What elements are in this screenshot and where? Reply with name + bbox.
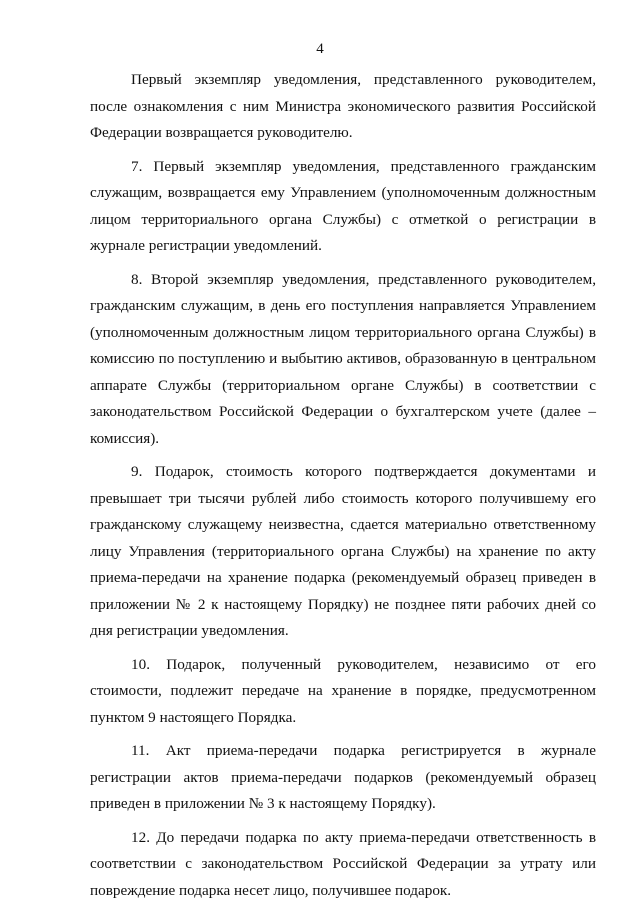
paragraph-12: 12. До передачи подарка по акту приема-передачи ответственность в соответствии с законодательством Российской Федерации за утрату или повреждение подарка несет лицо, получившее подарок. <box>90 828 596 899</box>
paragraph-11: 11. Акт приема-передачи подарка регистрируется в журнале регистрации актов приема-передачи подарков (рекомендуемый образец приведен в приложении № 3 к настоящему Порядку). <box>90 742 596 812</box>
paragraph-10: 10. Подарок, полученный руководителем, независимо от его стоимости, подлежит передаче на хранение в порядке, предусмотренном пунктом 9 настоящего Порядка. <box>90 655 596 726</box>
page-number: 4 <box>316 41 324 57</box>
paragraph-intro: Первый экземпляр уведомления, представленного руководителем, после ознакомления с ним Министра экономического развития Российской Федерации возвращается руководителю. <box>90 71 596 141</box>
document-body <box>90 67 596 904</box>
paragraph-9: 9. Подарок, стоимость которого подтверждается документами и превышает три тысячи рублей либо стоимость которого получившему его гражданскому служащему неизвестна, сдается материально ответственному лицу Управления (территориального органа Службы) на хранение по акту приема-передачи на хранение подарка (рекомендуемый образец приведен в приложении № 2 к настоящему Порядку) не позднее пяти рабочих дней со дня регистрации уведомления. <box>90 463 596 639</box>
paragraph-7: 7. Первый экземпляр уведомления, представленного гражданским служащим, возвращается ему Управлением (уполномоченным должностным лицом территориального органа Службы) с отметкой о регистрации в журнале регистрации уведомлений. <box>90 157 596 254</box>
paragraph-8: 8. Второй экземпляр уведомления, представленного руководителем, гражданским служащим, в день его поступления направляется Управлением (уполномоченным должностным лицом территориального органа Службы) в комиссию по поступлению и выбытию активов, образованную в центральном аппарате Службы (территориальном органе Службы) в соответствии с законодательством Российской Федерации о бухгалтерском учете (далее – комиссия). <box>90 270 596 447</box>
